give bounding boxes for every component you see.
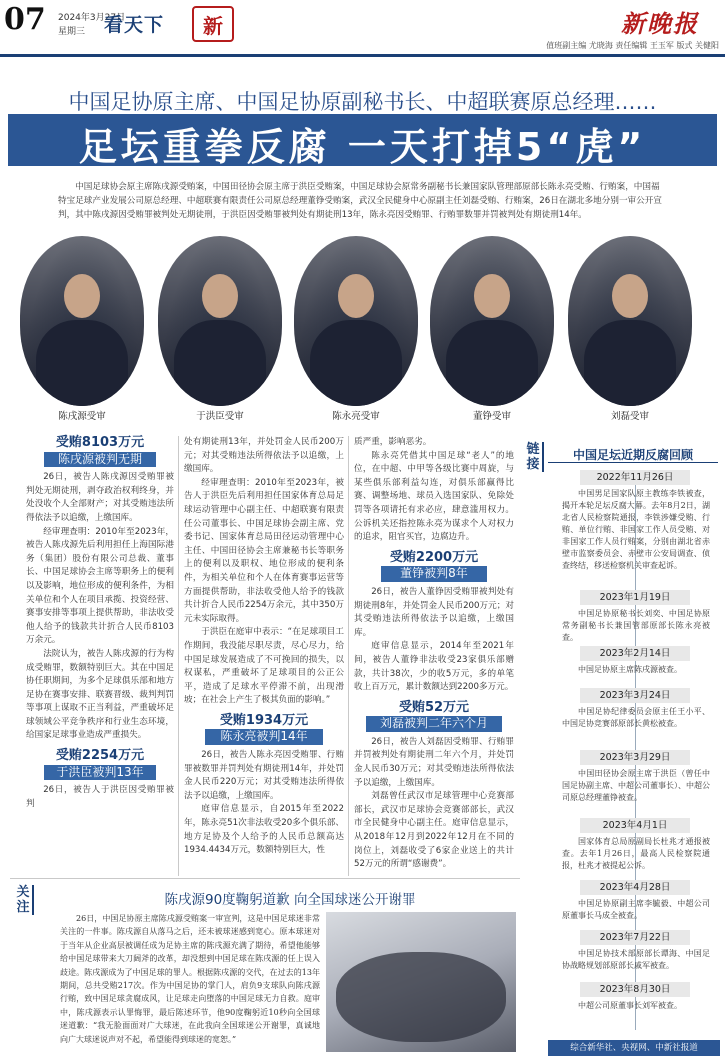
courtroom-photo xyxy=(326,912,516,1052)
timeline-date: 2023年3月29日 xyxy=(580,750,690,765)
newspaper-masthead: 新晚报 xyxy=(621,9,699,38)
timeline-date: 2023年1月19日 xyxy=(580,590,690,605)
photo-caption: 刘磊受审 xyxy=(610,411,649,422)
photo-caption: 陈永亮受审 xyxy=(332,411,380,422)
issue-date: 2024年3月27日 xyxy=(58,13,126,23)
subhead-amount: 受贿2254万元 xyxy=(55,748,145,764)
photo-caption: 董铮受审 xyxy=(472,411,511,422)
subhead-verdict: 董铮被判8年 xyxy=(381,566,487,582)
timeline-date: 2023年4月1日 xyxy=(580,818,690,833)
timeline-date: 2023年2月14日 xyxy=(580,646,690,661)
paragraph: 26日，被告人陈戌源因受贿罪被判处无期徒刑，剥夺政治权利终身，并处没收个人全部财产；对其受贿违法所得依法予以追缴，上缴国库。 xyxy=(26,472,174,523)
column-divider xyxy=(178,436,179,876)
focus-tag: 关注 xyxy=(14,885,34,915)
photo-dong-zheng xyxy=(430,236,554,406)
subhead-amount: 受贿52万元 xyxy=(398,699,470,715)
article-column-3 xyxy=(354,436,514,872)
timeline-text: 国家体育总局原副局长杜兆才通报被查。去年1月26日，最高人民检察院通报，杜兆才被提起公诉。 xyxy=(562,837,710,870)
photo-caption: 于洪臣受审 xyxy=(196,411,244,422)
subhead-amount: 受贿2200万元 xyxy=(389,549,479,565)
main-headline: 足坛重拳反腐 一天打掉5“虎” xyxy=(78,125,647,169)
timeline-text: 中国男足国家队原主教练李铁被查，揭开本轮足坛反腐大幕。去年8月2日，湖北省人民检察院通报，李铁涉嫌受贿、行贿、单位行贿、非国家工作人员受贿、对非国家工作人员行贿案，分别由湖北省赤壁市监察委员会、赤壁市公安局调查、侦查终结，移送检察机关审查起诉。 xyxy=(562,489,710,570)
timeline-text: 中国足协技术部原部长谭海、中国足协战略规划部原部长戚军被查。 xyxy=(562,949,710,970)
paragraph: 法院认为，被告人陈戌源的行为构成受贿罪，数额特别巨大。其在中国足协任职期间，为多个足球俱乐部和地方足协在赛事安排、联赛晋级、裁判判罚等事项上谋取不正当利益，严重破坏足球领域公平竞争秩序和行业生态环境，给国家足球事业造成严重损失。 xyxy=(26,648,174,741)
sidebar-title: 中国足坛近期反腐回顾 xyxy=(572,448,693,462)
paragraph: 刘磊曾任武汉市足球管理中心竞赛部部长，武汉市足球协会竞赛部部长，武汉市全民健身中心副主任。庭审信息显示，从2018年12月到2022年12月在不同的岗位上，刘磊收受了6家企业送上的共计52万元的所谓“感谢费”。 xyxy=(354,791,514,870)
timeline-date: 2023年8月30日 xyxy=(580,982,690,997)
timeline-text: 中国田径协会原主席于洪臣（曾任中国足协副主席、中超公司董事长）、中超公司原总经理董铮被查。 xyxy=(562,769,710,802)
editor-credits: 值班副主编 尤晓海 责任编辑 王玉军 版式 关健阳 xyxy=(546,41,719,50)
photo-liu-lei xyxy=(568,236,692,406)
focus-body: 26日，中国足协原主席陈戌源受贿案一审宣判，这是中国足球迷非常关注的一件事。陈戌源自从落马之后，还未被球迷感到宽心。原本球迷对于当年从企业高层被调任成为足协主席的陈戌源充满了期待，希望他能够给中国足球带来大刀阔斧的改革，却没想到中国足球在陈戌源的任上误入歧途。陈戌源成为了中国足球的罪人。根据陈戌源的交代，在过去的13年期间，总共受贿217次。作为中国足协的掌门人，肩负9支球队向陈戌源行贿，致中国足球贪腐成风，让足球走向堕落的中国足球无力自救。庭审中，陈戌源表示认罪悔罪，最后陈述环节，他90度鞠躬近10秒向全国球迷道歉：“我无脸面面对广大球迷，在此我向全国球迷公开谢罪，真诚地向广大球迷说声对不起，希望能得到球迷的宽恕。” xyxy=(60,914,320,1044)
timeline-text: 中超公司原董事长刘军被查。 xyxy=(578,1001,682,1010)
timeline-date: 2023年4月28日 xyxy=(580,880,690,895)
lead-paragraph: 中国足球协会原主席陈戌源受贿案，中国田径协会原主席于洪臣受贿案，中国足球协会原常务副秘书长兼国家队管理部原部长陈永亮受贿、行贿案，中国福特宝足球产业发展公司原总经理、中超联赛有限责任公司原总经理董铮受贿案，武汉全民健身中心原副主任刘磊受贿、行贿案，26日在湖北多地分别一审公开宣判，其中陈戌源因受贿罪被判处无期徒刑，于洪臣因受贿罪被判处有期徒刑13年，陈永亮因受贿罪、行贿罪数罪并罚被判处有期徒刑14年。 xyxy=(58,182,662,220)
subhead-amount: 受贿1934万元 xyxy=(219,712,309,728)
header-rule xyxy=(0,54,725,57)
focus-headline: 陈戌源90度鞠躬道歉 向全国球迷公开谢罪 xyxy=(164,892,416,908)
subhead-verdict: 于洪臣被判13年 xyxy=(44,765,156,781)
page-number: 07 xyxy=(4,2,46,37)
section-name: 看天下 xyxy=(104,14,165,36)
timeline-text: 中国足协原主席陈戌源被查。 xyxy=(578,665,682,674)
paragraph: 庭审信息显示，2014年至2021年间，被告人董铮非法收受23家俱乐部赠款，共计38次，少的收5万元，多的单笔收上百万元，累计数额达到2200多万元。 xyxy=(354,641,514,693)
subhead-verdict: 陈戌源被判无期 xyxy=(44,452,156,468)
photo-caption: 陈戌源受审 xyxy=(58,411,106,422)
timeline-text: 中国足协纪律委员会原主任王小平、中国足协竞赛部原部长黄松被查。 xyxy=(562,707,710,728)
paragraph: 26日，被告人董铮因受贿罪被判处有期徒刑8年，并处罚金人民币200万元；对其受贿违法所得依法予以追缴，上缴国库。 xyxy=(354,586,514,638)
paragraph: 26日，被告人陈永亮因受贿罪、行贿罪被数罪并罚判处有期徒刑14年，并处罚金人民币220万元；对其受贿违法所得依法予以追缴，上缴国库。 xyxy=(184,750,344,801)
photo-chen-xuyuan xyxy=(20,236,144,406)
paragraph: 处有期徒刑13年，并处罚金人民币200万元；对其受贿违法所得依法予以追缴，上缴国库。 xyxy=(184,437,344,475)
article-column-1 xyxy=(26,436,174,811)
timeline-date: 2022年11月26日 xyxy=(580,470,690,485)
photo-chen-yongliang xyxy=(294,236,418,406)
timeline-date: 2023年3月24日 xyxy=(580,688,690,703)
paragraph: 陈永亮凭借其中国足球“老人”的地位，在中超、中甲等各级比赛中周旋，与某些俱乐部利益勾连，对俱乐部赢得比赛、调整场地、球员入选国家队、免除处罚等各项请托有求必应，肆意滥用权力。公诉机关还指控陈永亮为谋求个人对权力的追求，阻官买官，边腐边升。 xyxy=(354,450,514,543)
column-divider xyxy=(348,436,349,876)
paragraph: 经审理查明：2010年至2023年，被告人于洪臣先后利用担任国家体育总局足球运动管理中心副主任、中超联赛有限责任公司董事长、中国足球协会副主席、党委书记、国家体育总局田径运动管理中心主任、中国田径协会主席兼秘书长等职务上的便利以及职权、地位形成的便利条件，为相关单位和个人在体育赛事运营等方面提供帮助，非法收受他人给予的钱款共计折合人民币2254万余元，其中350万元未实际取得。 xyxy=(184,477,344,624)
paragraph: 质严重，影响恶劣。 xyxy=(354,437,432,447)
timeline-date: 2023年7月22日 xyxy=(580,930,690,945)
paragraph: 经审理查明：2010年至2023年，被告人陈戌源先后利用担任上海国际港务（集团）股份有限公司总裁、董事长、中国足球协会主席等职务上的便利以及影响，地位形成的便利条件，为相关单位和个人在项目承揽、投资经营、赛事安排等事项上提供帮助，非法收受他人给予的钱款共计折合人民币8103万余元。 xyxy=(26,526,174,646)
sidebar-tag: 链接 xyxy=(524,442,544,472)
subhead-verdict: 陈永亮被判14年 xyxy=(205,729,323,745)
paragraph: 于洪臣在庭审中表示：“在足球项目工作期间，我没能尽职尽责，尽心尽力，给中国足球发展造成了不可挽回的损失，以权谋私，严重破坏了足球项目的公正公平，造成了足球水平停滞不前，出现滑坡；在社会上产生了极其负面的影响。” xyxy=(184,627,344,706)
photo-yu-hongchen xyxy=(158,236,282,406)
timeline-text: 中国足协原秘书长刘奕、中国足协原常务副秘书长兼国管部原部长陈永亮被查。 xyxy=(562,609,710,642)
sidebar-rule xyxy=(548,462,718,463)
issue-weekday: 星期三 xyxy=(58,27,86,37)
paragraph: 26日，被告人刘磊因受贿罪、行贿罪并罚被判处有期徒刑二年六个月，并处罚金人民币30万元；对其受贿违法所得依法予以追缴，上缴国库。 xyxy=(354,736,514,788)
paragraph: 庭审信息显示，自2015年至2022年，陈永亮51次非法收受20多个俱乐部、地方足协及个人给予的人民币总额高达1934.4434万元，数额特别巨大，性 xyxy=(184,804,344,856)
paragraph: 26日，被告人于洪臣因受贿罪被判 xyxy=(26,785,174,809)
headline-kicker: 中国足协原主席、中国足协原副秘书长、中超联赛原总经理…… xyxy=(68,90,657,114)
source-credit: 综合新华社、央视网、中新社报道 xyxy=(548,1040,720,1056)
section-logo: 新 xyxy=(192,6,234,42)
subhead-verdict: 刘磊被判二年六个月 xyxy=(366,716,502,732)
subhead-amount: 受贿8103万元 xyxy=(55,435,145,450)
timeline-text: 中国足协原副主席李毓毅、中超公司原董事长马成全被查。 xyxy=(562,899,710,920)
section-divider xyxy=(10,878,520,879)
article-column-2 xyxy=(184,436,344,858)
